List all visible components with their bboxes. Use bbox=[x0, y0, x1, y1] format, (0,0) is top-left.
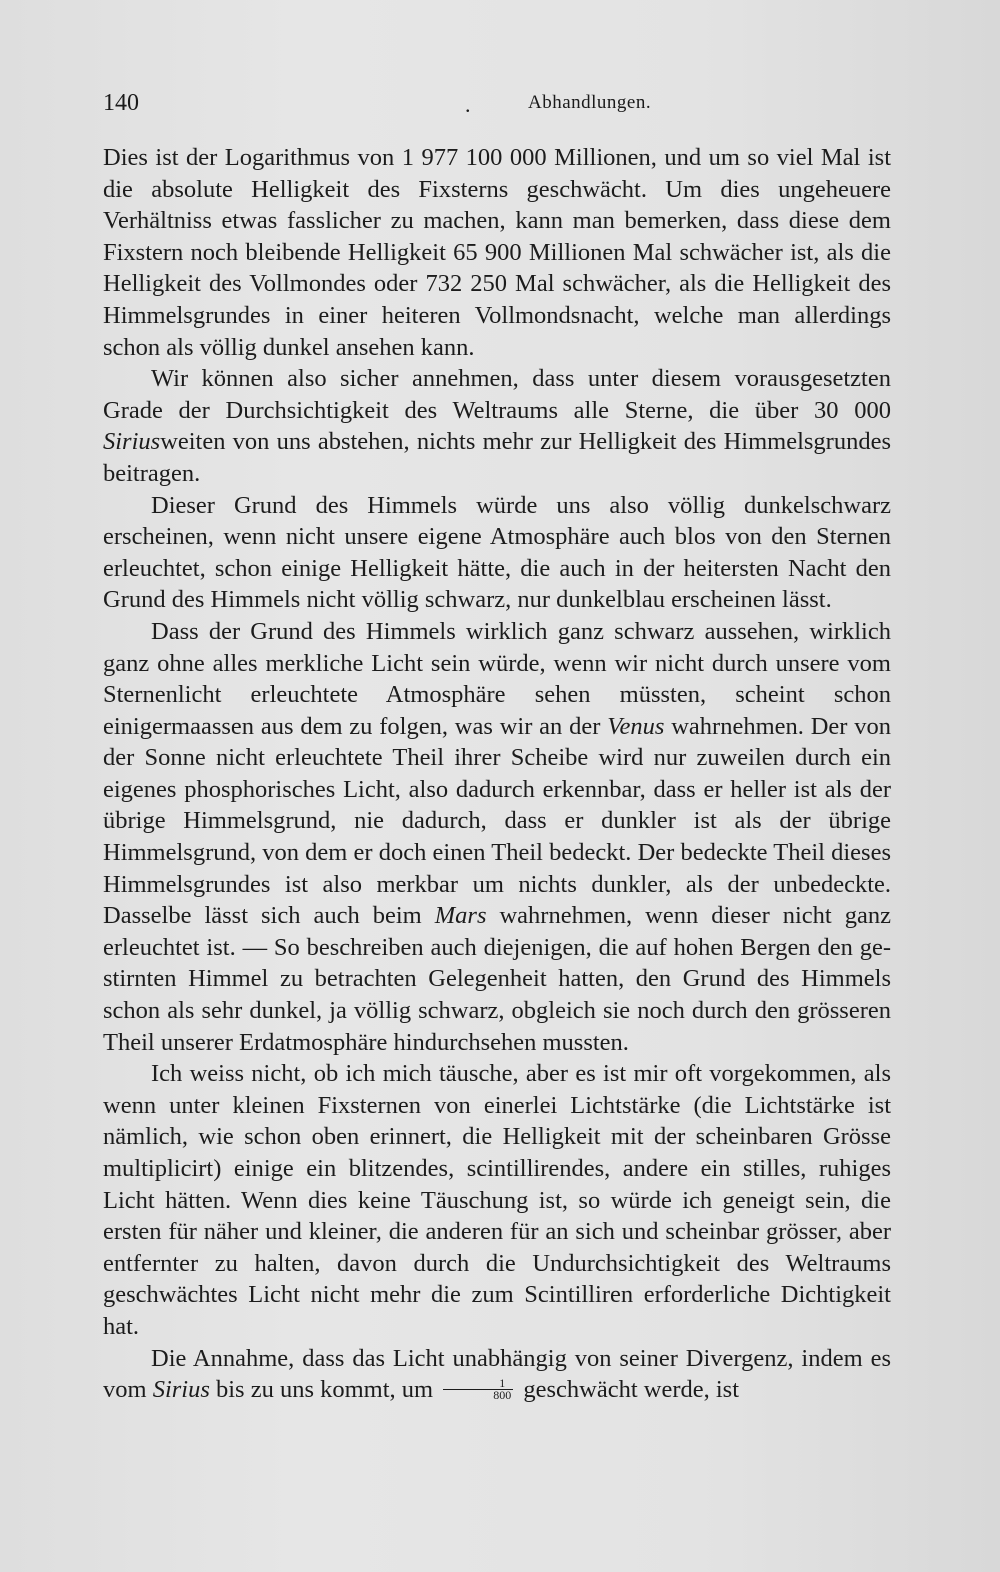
paragraph-6-text-a: Die Annahme, dass das Licht unabhängig von seiner Divergenz, indem es vom bbox=[103, 1344, 891, 1404]
paragraph-6-italic-sirius: Sirius bbox=[152, 1376, 210, 1404]
page-number: 140 bbox=[103, 90, 139, 116]
paragraph-4 bbox=[103, 616, 891, 1058]
body-text bbox=[103, 142, 891, 1406]
page-header bbox=[103, 86, 893, 122]
paragraph-4-text-b: wahrnehmen. Der von der Sonne nicht erleuchtete Theil ihrer Scheibe wird nur zuweilen durch ein eigenes phosphorisches Licht, also dadurch erkennbar, dass er heller ist als der übrige Himmelsgrund, nie dadurch, dass er dunkler ist als der übrige Himmelsgrund, von dem er doch einen Theil bedeckt. Der bedeckte Theil dieses Himmelsgrundes ist also merkbar um nichts dunkler, als der unbedeckte. Dasselbe lässt sich auch beim bbox=[103, 712, 891, 930]
paragraph-2-text-b: weiten von uns abstehen, nichts mehr zur Helligkeit des Himmelsgrundes beitragen. bbox=[103, 428, 891, 487]
paragraph-5: Ich weiss nicht, ob ich mich täusche, aber es ist mir oft vorgekommen, als wenn unter kleinen Fixsternen von einerlei Lichtstärke (die Lichtstärke ist nämlich, wie schon oben erinnert, die Helligkeit mit der scheinbaren Grösse multiplicirt) einige ein blitzendes, scintillirendes, andere ein stilles, ruhiges Licht hätten. Wenn dies keine Täuschung ist, so würde ich geneigt sein, die ersten für näher und kleiner, die anderen für an sich und scheinbar grösser, aber entfernter zu halten, davon durch die Undurchsichtigkeit des Weltraums geschwächtes Licht nicht mehr die zum Scintilliren erforderliche Dichtigkeit hat. bbox=[103, 1060, 891, 1340]
paragraph-6 bbox=[103, 1343, 891, 1406]
paragraph-1: Dies ist der Logarithmus von 1 977 100 000 Millionen, und um so viel Mal ist die absolute Helligkeit des Fixsterns geschwächt. Um dies ungeheuere Verhältniss etwas fasslicher zu machen, kann man bemerken, dass diese dem Fixstern noch bleibende Helligkeit 65 900 Millionen Mal schwächer ist, als die Helligkeit des Vollmondes oder 732 250 Mal schwächer, als die Helligkeit des Himmelsgrundes in einer heiteren Vollmondsnacht, welche man allerdings schon als völlig dunkel ansehen kann. bbox=[103, 144, 891, 361]
paragraph-4-text-c: wahrnehmen, wenn dieser nicht ganz erleuchtet ist. — So beschreiben auch diejenigen, die auf hohen Bergen den gestirnten Himmel zu betrachten Gelegenheit hatten, den Grund des Himmels schon als sehr dunkel, ja völlig schwarz, obgleich sie noch durch den grösseren Theil unserer Erdatmosphäre hindurchsehen mussten. bbox=[103, 902, 891, 1056]
paragraph-6-text-b: bis zu uns kommt, um bbox=[209, 1376, 440, 1404]
paragraph-6-text-c: geschwächt werde, ist bbox=[517, 1376, 740, 1404]
paragraph-4-italic-venus: Venus bbox=[607, 712, 665, 740]
fraction bbox=[443, 1378, 513, 1401]
paragraph-2-italic-sirius: Sirius bbox=[103, 428, 161, 456]
paragraph-4-text-a: Dass der Grund des Himmels wirklich ganz schwarz aussehen, wirklich ganz ohne alles merkliche Licht sein würde, wenn wir nicht durch unsere vom Sternenlicht erleuchtete Atmosphäre sehen müssten, scheint schon einigermaassen aus dem zu folgen, was wir an der bbox=[103, 617, 891, 740]
paragraph-2 bbox=[103, 363, 891, 489]
paragraph-2-text-a: Wir können also sicher annehmen, dass unter diesem vorausgesetzten Grade der Durchsichtigkeit des Weltraums alle Sterne, die über 30 000 bbox=[103, 365, 891, 424]
header-dot: . bbox=[465, 92, 471, 117]
paragraph-4-italic-mars: Mars bbox=[434, 902, 487, 930]
fraction-denominator: 800 bbox=[493, 1388, 512, 1403]
running-title: Abhandlungen. bbox=[528, 92, 652, 113]
paragraph-3: Dieser Grund des Himmels würde uns also völlig dunkelschwarz erscheinen, wenn nicht unsere eigene Atmosphäre auch blos von den Sternen erleuchtet, schon einige Helligkeit hätte, die auch in der heitersten Nacht den Grund des Himmels nicht völlig schwarz, nur dunkelblau erscheinen lässt. bbox=[103, 491, 891, 614]
fraction-numerator: 1 bbox=[443, 1378, 513, 1390]
